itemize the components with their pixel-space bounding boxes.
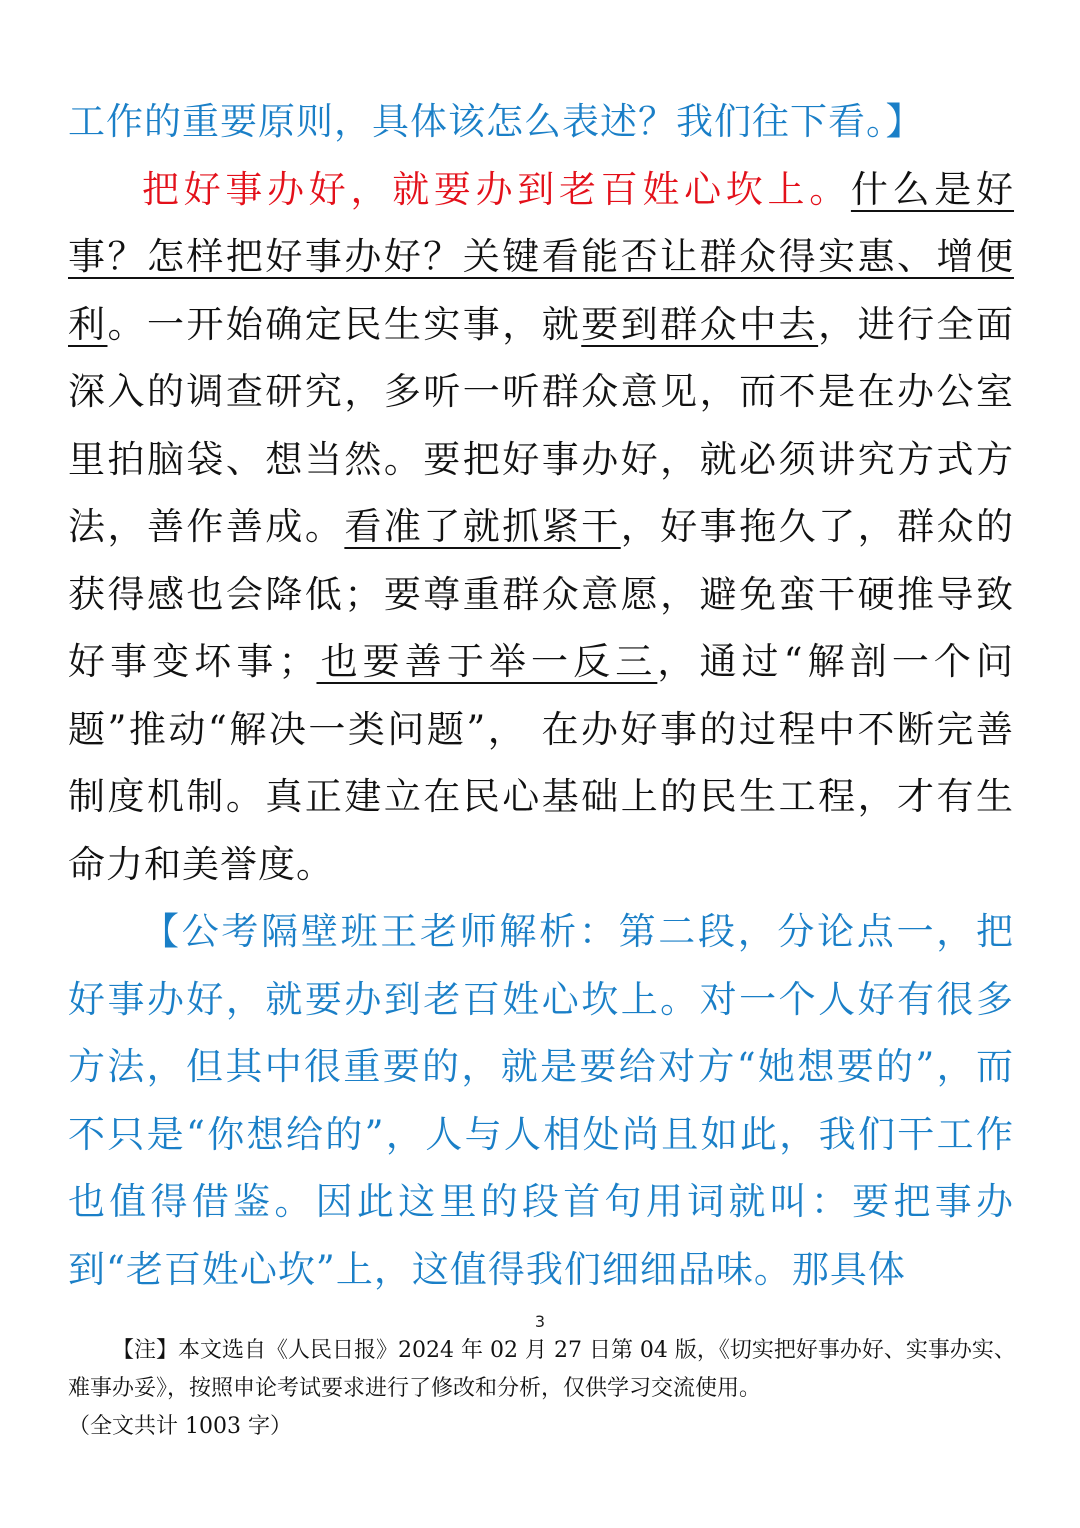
subpoint-heading: 把好事办好，就要办到老百姓心坎上。 [142,167,851,211]
article-body [68,88,1014,1303]
underlined-question: 什么是好事？怎样把好事办好？关键看能否让群众得实惠、增便利 [68,167,1015,346]
analysis-paragraph-tail: 工作的重要原则，具体该怎么表述？我们往下看。】 [68,100,924,143]
subpoint-paragraph [68,156,1014,899]
footnote-source: 【注】本文选自《人民日报》2024 年 02 月 27 日第 04 版，《切实把好事办好、实事办实、难事办妥》，按照申论考试要求进行了修改和分析，仅供学习交流使用。 [68,1338,1016,1401]
page-number: 3 [534,1312,546,1331]
underlined-act-fast: 看准了就抓紧干 [344,505,621,548]
footnote [68,1332,1018,1446]
body-text-4: ，通过“解剖一个问题”推动“解决一类问题”， 在办好事的过程中不断完善制度机制。真正建立在民心基础上的民生工程，才有生命力和美誉度。 [68,640,1015,886]
underlined-go-to-masses: 要到群众中去 [581,302,819,346]
body-text-3: ，好事拖久了，群众的获得感也会降低；要尊重群众意愿，避免蛮干硬推导致好事变坏事； [68,505,1015,683]
body-text-1: 。一开始确定民生实事，就 [107,302,582,346]
underlined-infer: 也要善于举一反三 [316,640,658,683]
analysis-paragraph: 【公考隔壁班王老师解析：第二段，分论点一，把好事办好，就要办到老百姓心坎上。对一个人好有很多方法，但其中很重要的，就是要给对方“她想要的”，而不只是“你想给的”，人与人相处尚且如此，我们干工作也值得借鉴。因此这里的段首句用词就叫：要把事办到“老百姓心坎”上，这值得我们细细品味。那具体 [68,910,1014,1291]
body-text-2: ，进行全面深入的调查研究，多听一听群众意见，而不是在办公室里拍脑袋、想当然。要把好事办好，就必须讲究方式方法，善作善成。 [68,302,1015,548]
footnote-word-count: （全文共计 1003 字） [68,1414,292,1439]
